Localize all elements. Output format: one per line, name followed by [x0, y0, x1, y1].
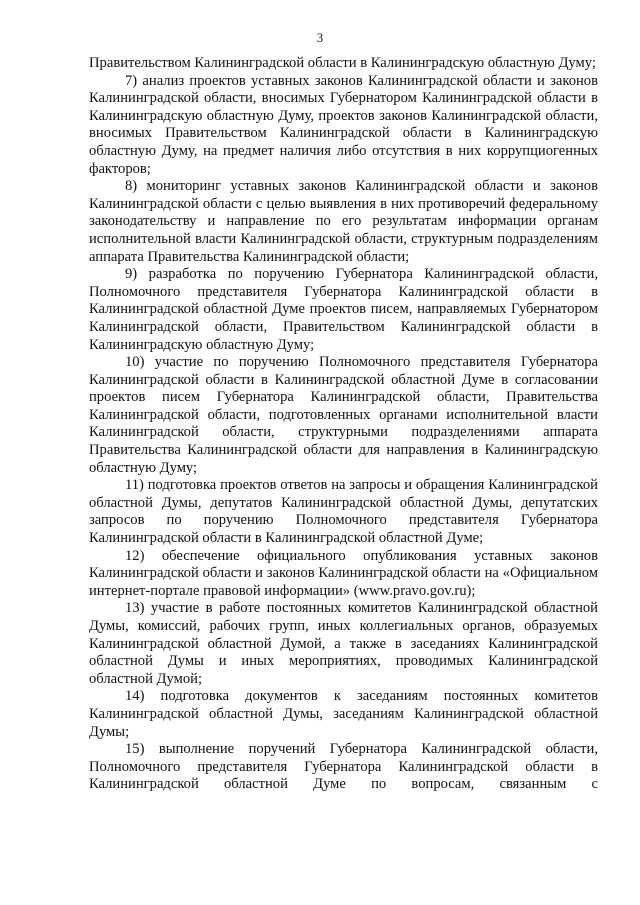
paragraph-item-7: 7) анализ проектов уставных законов Калининградской области и законов Калининградской области, вносимых Губернатором Калининградской области в Калининградскую областную Думу, проектов законов Калининградской области, вносимых Правительством Калининградской области в Калининградскую областную Думу, на предмет наличия либо отсутствия в них коррупциогенных факторов; [89, 72, 598, 177]
paragraph-item-13: 13) участие в работе постоянных комитетов Калининградской областной Думы, комиссий, рабочих групп, иных коллегиальных органов, образуемых Калининградской областной Думой, а также в заседаниях Калининградской областной Думы и иных мероприятиях, проводимых Калининградской областной Думой; [89, 600, 598, 687]
document-body [89, 55, 598, 794]
paragraph-item-10: 10) участие по поручению Полномочного представителя Губернатора Калининградской области в Калининградской областной Думе в согласовании проектов писем Губернатора Калининградской области, Правительства Калининградской области, подготовленных органами исполнительной власти Калининградской области, структурными подразделениями аппарата Правительства Калининградской области для направления в Калининградскую областную Думу; [89, 354, 598, 476]
paragraph-item-9: 9) разработка по поручению Губернатора Калининградской области, Полномочного представителя Губернатора Калининградской области в Калининградской областной Думе проектов писем, направляемых Губернатором Калининградской области, Правительством Калининградской области в Калининградскую областную Думу; [89, 266, 598, 353]
paragraph-item-12: 12) обеспечение официального опубликования уставных законов Калининградской области и законов Калининградской области на «Официальном интернет-портале правовой информации» (www.pravo.gov.ru); [89, 547, 598, 599]
paragraph-item-15: 15) выполнение поручений Губернатора Калининградской области, Полномочного представителя Губернатора Калининградской области в Калининградской областной Думе по вопросам, связанным с [89, 741, 598, 793]
paragraph-item-14: 14) подготовка документов к заседаниям постоянных комитетов Калининградской областной Думы, заседаниям Калининградской областной Думы; [89, 688, 598, 740]
paragraph-item-8: 8) мониторинг уставных законов Калининградской области и законов Калининградской области с целью выявления в них противоречий федеральному законодательству и направление по его результатам информации органам исполнительной власти Калининградской области, структурным подразделениям аппарата Правительства Калининградской области; [89, 178, 598, 265]
paragraph-continuation: Правительством Калининградской области в Калининградскую областную Думу; [89, 55, 596, 71]
page-number: 3 [316, 31, 324, 45]
paragraph-item-11: 11) подготовка проектов ответов на запросы и обращения Калининградской областной Думы, депутатов Калининградской областной Думы, депутатских запросов по поручению Полномочного представителя Губернатора Калининградской области в Калининградской областной Думе; [89, 477, 598, 547]
